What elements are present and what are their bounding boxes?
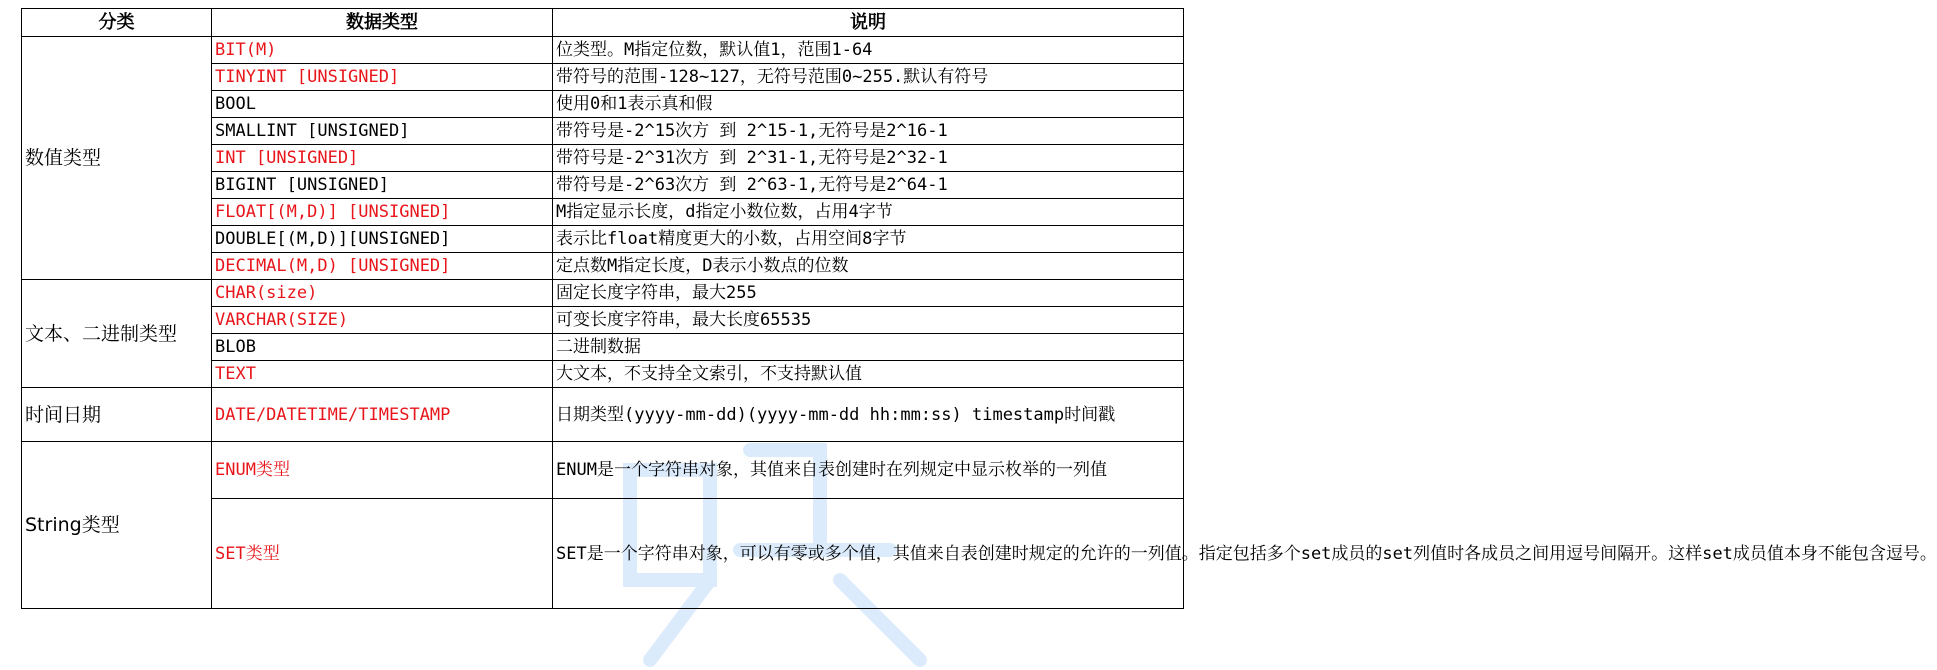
type-cell: BOOL (212, 91, 553, 118)
desc-cell: 位类型。M指定位数，默认值1，范围1-64 (553, 37, 1184, 64)
category-cell: 时间日期 (22, 388, 212, 442)
type-cell: SMALLINT [UNSIGNED] (212, 118, 553, 145)
desc-cell: 带符号的范围-128~127，无符号范围0~255.默认有符号 (553, 64, 1184, 91)
header-row (22, 9, 1184, 37)
desc-cell: 日期类型(yyyy-mm-dd)(yyyy-mm-dd hh:mm:ss) timestamp时间戳 (553, 388, 1184, 442)
type-cell: BLOB (212, 334, 553, 361)
desc-cell: 定点数M指定长度，D表示小数点的位数 (553, 253, 1184, 280)
header-category: 分类 (22, 9, 212, 37)
table-row (22, 388, 1184, 442)
type-cell: SET类型 (212, 499, 553, 609)
type-cell: DECIMAL(M,D) [UNSIGNED] (212, 253, 553, 280)
type-cell: DATE/DATETIME/TIMESTAMP (212, 388, 553, 442)
type-cell: VARCHAR(SIZE) (212, 307, 553, 334)
desc-cell: 带符号是-2^63次方 到 2^63-1,无符号是2^64-1 (553, 172, 1184, 199)
category-cell: 文本、二进制类型 (22, 280, 212, 388)
desc-cell: 二进制数据 (553, 334, 1184, 361)
type-cell: DOUBLE[(M,D)][UNSIGNED] (212, 226, 553, 253)
desc-cell: SET是一个字符串对象，可以有零或多个值，其值来自表创建时规定的允许的一列值。指定包括多个set成员的set列值时各成员之间用逗号间隔开。这样set成员值本身不能包含逗号。 (553, 499, 1184, 609)
table-row (22, 442, 1184, 499)
type-cell: TEXT (212, 361, 553, 388)
type-cell: BIGINT [UNSIGNED] (212, 172, 553, 199)
table-row (22, 37, 1184, 64)
table-row (22, 280, 1184, 307)
desc-cell: 使用0和1表示真和假 (553, 91, 1184, 118)
type-cell: FLOAT[(M,D)] [UNSIGNED] (212, 199, 553, 226)
desc-cell: M指定显示长度，d指定小数位数，占用4字节 (553, 199, 1184, 226)
desc-cell: 可变长度字符串，最大长度65535 (553, 307, 1184, 334)
desc-cell: 固定长度字符串，最大255 (553, 280, 1184, 307)
desc-cell: 带符号是-2^31次方 到 2^31-1,无符号是2^32-1 (553, 145, 1184, 172)
category-cell: String类型 (22, 442, 212, 609)
type-cell: ENUM类型 (212, 442, 553, 499)
type-cell: CHAR(size) (212, 280, 553, 307)
type-cell: INT [UNSIGNED] (212, 145, 553, 172)
header-description: 说明 (553, 9, 1184, 37)
type-cell: TINYINT [UNSIGNED] (212, 64, 553, 91)
data-types-table (21, 8, 1937, 609)
category-cell: 数值类型 (22, 37, 212, 280)
type-cell: BIT(M) (212, 37, 553, 64)
desc-cell: 带符号是-2^15次方 到 2^15-1,无符号是2^16-1 (553, 118, 1184, 145)
desc-cell: ENUM是一个字符串对象，其值来自表创建时在列规定中显示枚举的一列值 (553, 442, 1184, 499)
header-data-type: 数据类型 (212, 9, 553, 37)
desc-cell: 大文本，不支持全文索引，不支持默认值 (553, 361, 1184, 388)
desc-cell: 表示比float精度更大的小数，占用空间8字节 (553, 226, 1184, 253)
